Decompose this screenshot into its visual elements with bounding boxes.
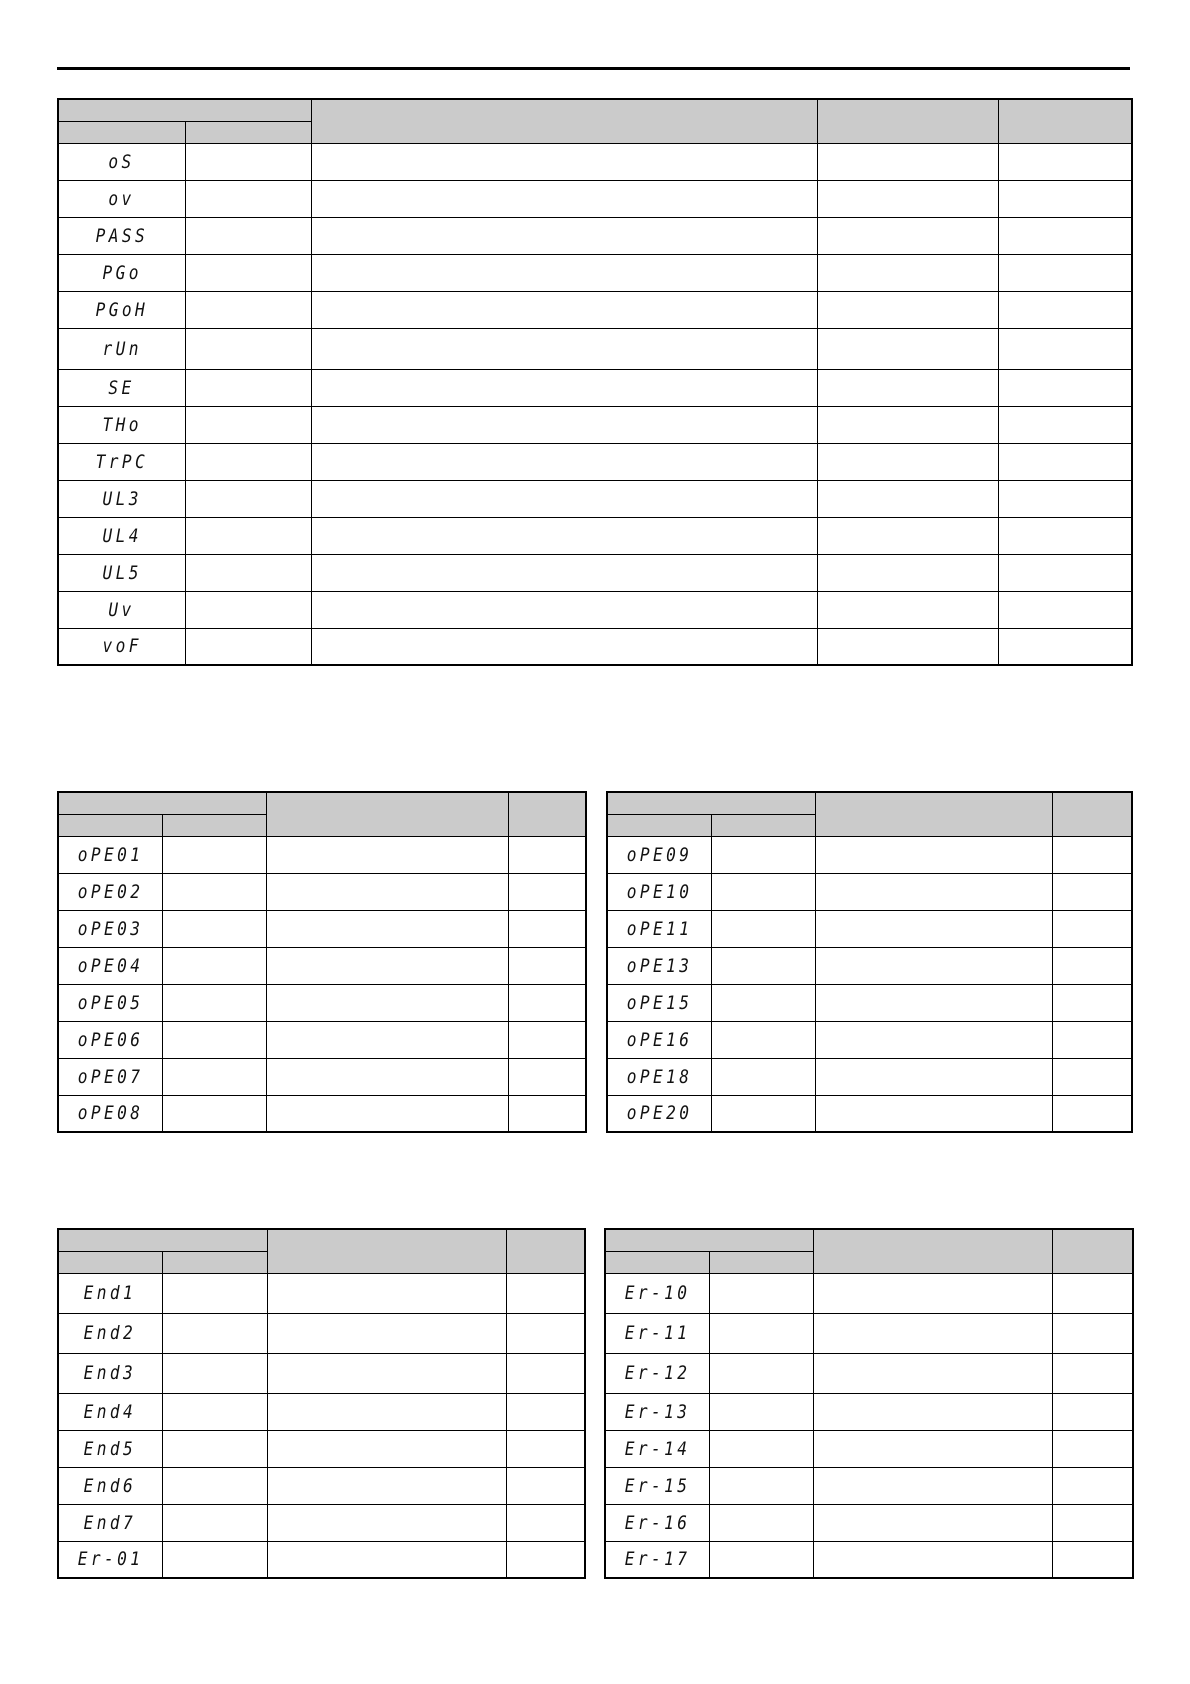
- led-display-header: [58, 1251, 162, 1273]
- led-code: UL3: [102, 487, 142, 510]
- table-row: [58, 1430, 585, 1467]
- led-code: oPE02: [77, 880, 144, 903]
- table-row: [58, 1393, 585, 1430]
- table-row: [58, 406, 1132, 443]
- led-code: UL5: [102, 561, 142, 584]
- table-row: [58, 180, 1132, 217]
- table-row: [58, 1058, 586, 1095]
- table-row: [58, 1021, 586, 1058]
- lcd-display-header: [162, 1251, 267, 1273]
- ope-table-left: [57, 791, 587, 1133]
- table-row: [605, 1273, 1133, 1313]
- column-4-header: [817, 99, 998, 143]
- table-row: [605, 1430, 1133, 1467]
- led-code: oPE18: [626, 1065, 693, 1088]
- table-row: [58, 984, 586, 1021]
- name-header: [266, 792, 508, 836]
- table-row: [58, 1467, 585, 1504]
- led-code: Er-12: [624, 1362, 691, 1384]
- led-code: oPE16: [626, 1028, 693, 1051]
- led-code: SE: [108, 376, 135, 399]
- column-4-header: [508, 792, 586, 836]
- table-row: [605, 1313, 1133, 1353]
- led-display-header: [605, 1251, 709, 1273]
- name-header: [813, 1229, 1052, 1273]
- table-row: [58, 254, 1132, 291]
- table-row: [607, 910, 1132, 947]
- led-code: Er-10: [624, 1282, 691, 1304]
- table-row: [58, 873, 586, 910]
- table-row: [607, 1095, 1132, 1132]
- table-row: [605, 1541, 1133, 1578]
- table-row: [58, 628, 1132, 665]
- table-row: [58, 1353, 585, 1393]
- led-code: voF: [102, 635, 142, 658]
- lcd-display-header: [709, 1251, 813, 1273]
- table-row: [58, 143, 1132, 180]
- ope-table-right: [606, 791, 1133, 1133]
- led-code: oPE09: [626, 843, 693, 866]
- table-row: [58, 836, 586, 873]
- led-display-header: [607, 814, 711, 836]
- table-row: [58, 1313, 585, 1353]
- led-display-header: [58, 121, 185, 143]
- er-table-right: [604, 1228, 1134, 1579]
- table-row: [58, 1273, 585, 1313]
- led-code: THo: [102, 413, 142, 436]
- led-code: oPE11: [626, 917, 693, 940]
- led-code: End6: [83, 1474, 137, 1497]
- led-code: TrPC: [95, 450, 148, 473]
- table-row: [607, 873, 1132, 910]
- led-code: oPE03: [77, 917, 144, 940]
- column-4-header: [1052, 792, 1132, 836]
- digital-operator-display-header: [607, 792, 815, 814]
- table-row: [58, 369, 1132, 406]
- led-code: PGoH: [95, 298, 148, 321]
- led-code: Er-15: [624, 1474, 691, 1497]
- led-display-header: [58, 814, 162, 836]
- led-code: Er-14: [624, 1437, 691, 1460]
- led-code: oPE01: [77, 843, 144, 866]
- led-code: End1: [83, 1282, 137, 1304]
- led-code: oPE15: [626, 991, 693, 1014]
- table-row: [58, 554, 1132, 591]
- led-code: oPE04: [77, 954, 144, 977]
- table-row: [58, 291, 1132, 328]
- digital-operator-display-header: [58, 99, 311, 121]
- led-code: oPE05: [77, 991, 144, 1014]
- led-code: Er-13: [624, 1400, 691, 1423]
- led-code: Er-01: [77, 1548, 144, 1571]
- led-code: ov: [108, 187, 135, 210]
- table-row: [58, 328, 1132, 369]
- led-code: oS: [108, 150, 135, 173]
- led-code: Uv: [108, 598, 135, 621]
- name-header: [311, 99, 817, 143]
- table-row: [605, 1393, 1133, 1430]
- table-row: [607, 984, 1132, 1021]
- table-row: [607, 836, 1132, 873]
- lcd-display-header: [711, 814, 815, 836]
- led-code: End3: [83, 1362, 137, 1384]
- name-header: [815, 792, 1052, 836]
- table-row: [607, 1021, 1132, 1058]
- led-code: End7: [83, 1511, 137, 1534]
- led-code: End5: [83, 1437, 137, 1460]
- column-5-header: [998, 99, 1132, 143]
- table-row: [58, 910, 586, 947]
- table-row: [605, 1353, 1133, 1393]
- led-code: oPE20: [626, 1102, 693, 1125]
- table-row: [58, 443, 1132, 480]
- table-row: [58, 1504, 585, 1541]
- name-header: [267, 1229, 506, 1273]
- lcd-display-header: [162, 814, 266, 836]
- table-row: [607, 947, 1132, 984]
- end-table-left: [57, 1228, 586, 1579]
- table-row: [58, 217, 1132, 254]
- led-code: PASS: [95, 224, 148, 247]
- led-code: rUn: [102, 337, 142, 360]
- table-row: [607, 1058, 1132, 1095]
- led-code: UL4: [102, 524, 142, 547]
- led-code: Er-11: [624, 1322, 691, 1344]
- led-code: oPE10: [626, 880, 693, 903]
- column-4-header: [506, 1229, 585, 1273]
- lcd-display-header: [185, 121, 311, 143]
- table-row: [58, 480, 1132, 517]
- table-row: [58, 1095, 586, 1132]
- led-code: Er-16: [624, 1511, 691, 1534]
- digital-operator-display-header: [605, 1229, 813, 1251]
- table-row: [605, 1467, 1133, 1504]
- led-code: oPE13: [626, 954, 693, 977]
- table-row: [58, 1541, 585, 1578]
- table-row: [58, 947, 586, 984]
- digital-operator-display-header: [58, 792, 266, 814]
- led-code: oPE06: [77, 1028, 144, 1051]
- led-code: oPE07: [77, 1065, 144, 1088]
- led-code: End4: [83, 1400, 137, 1423]
- top-rule: [57, 67, 1130, 70]
- led-code: End2: [83, 1322, 137, 1344]
- led-code: PGo: [102, 261, 142, 284]
- table-row: [58, 517, 1132, 554]
- led-code: oPE08: [77, 1102, 144, 1125]
- table-row: [605, 1504, 1133, 1541]
- digital-operator-display-header: [58, 1229, 267, 1251]
- table-row: [58, 591, 1132, 628]
- alarm-table: [57, 98, 1133, 666]
- column-4-header: [1052, 1229, 1133, 1273]
- led-code: Er-17: [624, 1548, 691, 1571]
